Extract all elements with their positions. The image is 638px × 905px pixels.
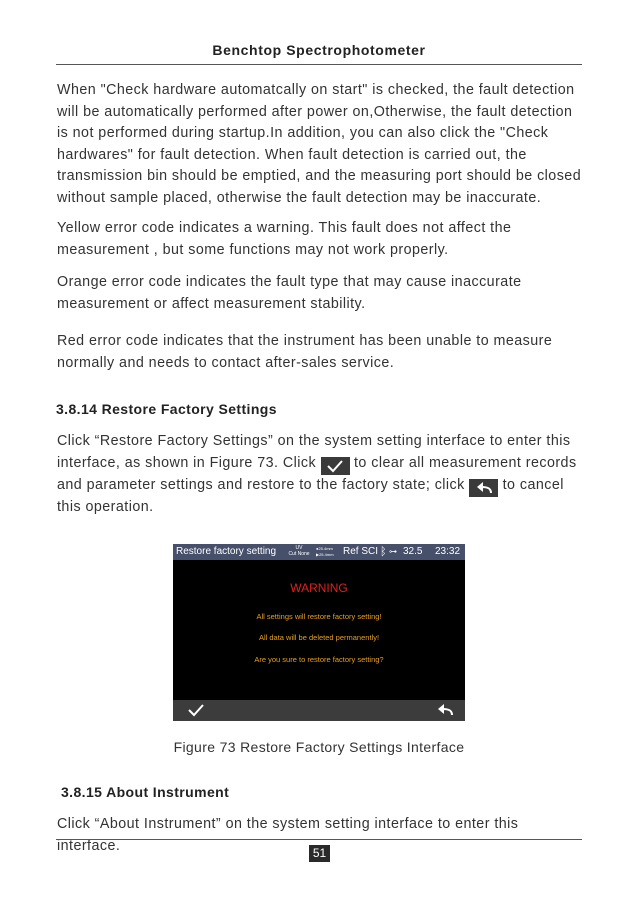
restore-text-part2: to clear all measurement records and parameter settings and restore to the factory state; click (57, 454, 577, 493)
device-warning-line-2: All data will be deleted permanently! (258, 633, 380, 642)
section-heading-about-instrument: 3.8.15 About Instrument (61, 784, 230, 800)
temperature-readout: 32.5 (403, 546, 423, 557)
paragraph-fault-detection: When "Check hardware automatcally on start" is checked, the fault detection will be automatically performed after power on,Otherwise, the fault detection is not performed during startup.In addition, you can also click the "Check hardwares" for fault detection. When fault detection is carried out, the transmission bin should be emptied, and the measuring port should be closed without sample placed, otherwise the fault detection may be inaccurate. (57, 82, 582, 206)
uv-cut-label: Cut None (288, 551, 310, 557)
device-warning-title: WARNING (290, 581, 348, 595)
mode-label: Ref SCI (343, 546, 379, 557)
device-cancel-back-icon[interactable] (435, 703, 455, 717)
bluetooth-icon: ᛒ (380, 546, 387, 558)
usb-icon: ⊶ (389, 547, 397, 556)
aperture-circle-icon: ● (316, 546, 319, 551)
device-bottom-bar (173, 700, 465, 721)
device-screen-title: Restore factory setting (176, 546, 277, 557)
back-arrow-icon (474, 481, 494, 495)
aperture-indicator (316, 546, 334, 558)
inline-confirm-button-image (321, 457, 350, 475)
section-heading-restore-factory: 3.8.14 Restore Factory Settings (56, 401, 277, 417)
device-screen-figure (173, 544, 465, 721)
uv-label: UV (295, 545, 303, 551)
inline-cancel-button-image (469, 479, 498, 497)
paragraph-yellow-error: Yellow error code indicates a warning. This fault does not affect the measurement , but some functions may not work properly. (57, 220, 512, 258)
paragraph-red-error: Red error code indicates that the instrument has been unable to measure normally and needs to contact after-sales service. (57, 333, 553, 371)
paragraph-about-instrument: Click “About Instrument” on the system setting interface to enter this interface. (57, 816, 519, 854)
paragraph-orange-error: Orange error code indicates the fault type that may cause inaccurate measurement or affect measurement stability. (57, 274, 522, 312)
restore-text-part3: to cancel this operation. (57, 476, 564, 515)
page-header-title: Benchtop Spectrophotometer (212, 42, 426, 58)
footer-rule (56, 839, 582, 840)
header-rule (56, 64, 582, 65)
page-number: 51 (309, 845, 330, 862)
clock-readout: 23:32 (435, 546, 461, 557)
device-status-bar (173, 544, 465, 560)
aperture-bottom-label: 25.4mm (319, 552, 334, 557)
check-icon (326, 459, 344, 473)
uv-indicator (285, 545, 313, 557)
aperture-arrow-icon: ▶ (316, 552, 320, 557)
aperture-top-label: 25.4mm (318, 546, 333, 551)
device-warning-line-3: Are you sure to restore factory setting? (254, 655, 384, 664)
figure-caption: Figure 73 Restore Factory Settings Interface (173, 739, 465, 755)
restore-text-part1: Click “Restore Factory Settings” on the system setting interface to enter this interface, as shown in Figure 73. Click (57, 433, 571, 471)
paragraph-restore-instructions (57, 431, 582, 518)
device-warning-line-1: All settings will restore factory setting! (256, 612, 382, 621)
device-confirm-check-icon[interactable] (187, 703, 205, 717)
